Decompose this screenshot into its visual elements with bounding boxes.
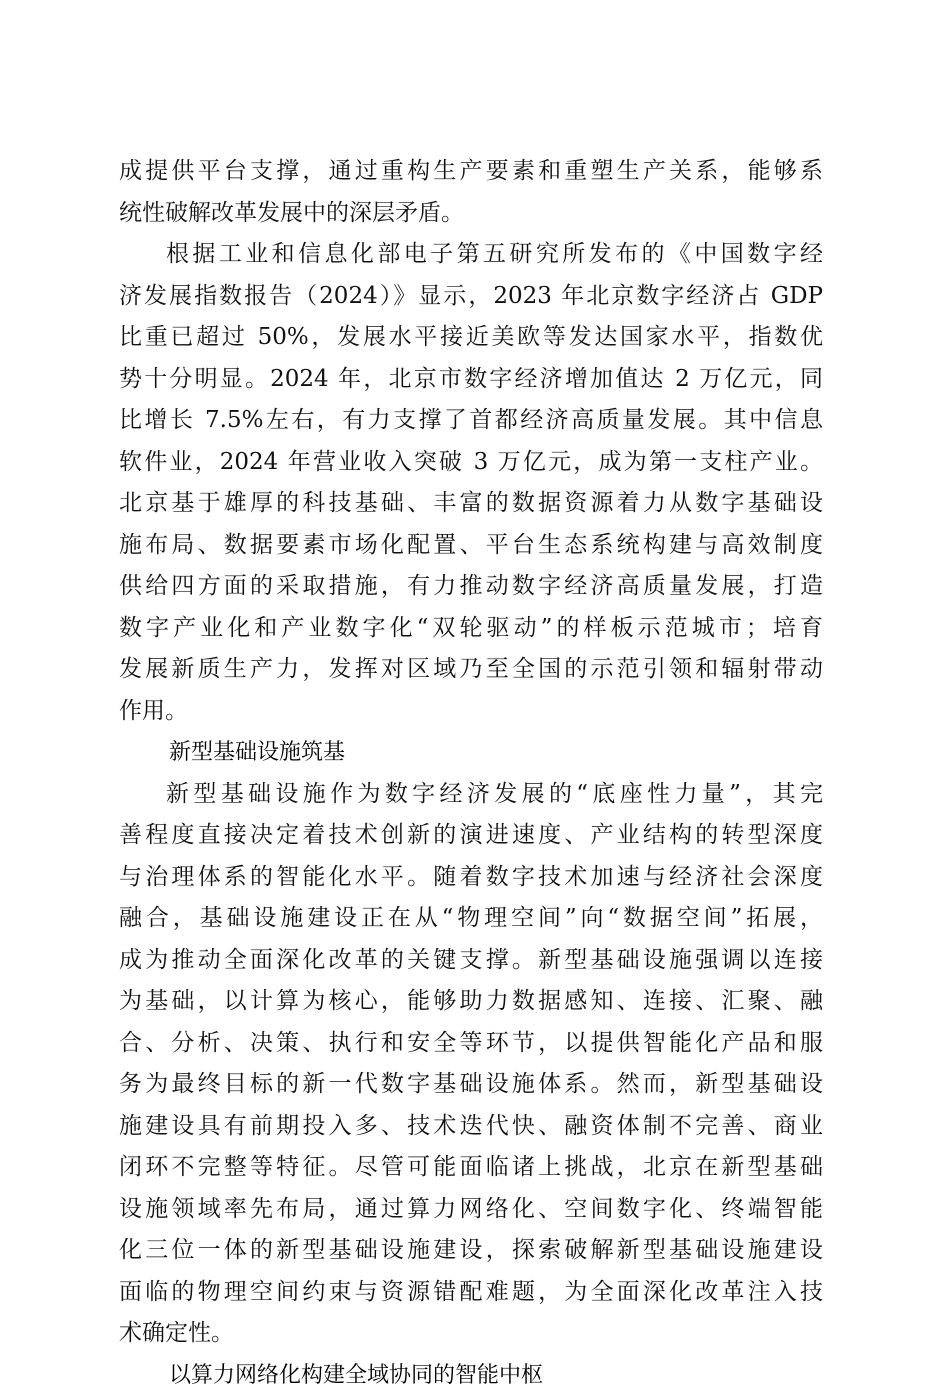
text-line: 发展新质生产力，发挥对区域乃至全国的示范引领和辐射带动 [119,649,823,691]
text-line: 成提供平台支撑，通过重构生产要素和重塑生产关系，能够系 [119,151,823,193]
text-line: 务为最终目标的新一代数字基础设施体系。然而，新型基础设 [119,1064,823,1106]
text-line: 善程度直接决定着技术创新的演进速度、产业结构的转型深度 [119,815,823,857]
text-line: 设施领域率先布局，通过算力网络化、空间数字化、终端智能 [119,1189,823,1231]
text-line: 施建设具有前期投入多、技术迭代快、融资体制不完善、商业 [119,1106,823,1148]
text-line: 济发展指数报告（2024）》显示，2023 年北京数字经济占 GDP [119,276,823,318]
text-line: 新型基础设施作为数字经济发展的“底座性力量”，其完 [119,774,823,816]
text-line: 软件业，2024 年营业收入突破 3 万亿元，成为第一支柱产业。 [119,442,823,484]
text-line: 化三位一体的新型基础设施建设，探索破解新型基础设施建设 [119,1230,823,1272]
text-line: 施布局、数据要素市场化配置、平台生态系统构建与高效制度 [119,525,823,567]
article-body [119,151,823,1396]
text-line: 供给四方面的采取措施，有力推动数字经济高质量发展，打造 [119,566,823,608]
paragraph-beijing-digital-economy [119,234,823,732]
text-line: 成为推动全面深化改革的关键支撑。新型基础设施强调以连接 [119,940,823,982]
text-line: 根据工业和信息化部电子第五研究所发布的《中国数字经 [119,234,823,276]
text-line: 面临的物理空间约束与资源错配难题，为全面深化改革注入技 [119,1272,823,1314]
text-line: 数字产业化和产业数字化“双轮驱动”的样板示范城市；培育 [119,608,823,650]
text-line: 比增长 7.5%左右，有力支撑了首都经济高质量发展。其中信息 [119,400,823,442]
text-line: 为基础，以计算为核心，能够助力数据感知、连接、汇聚、融 [119,981,823,1023]
text-line: 作用。 [119,691,823,733]
text-line: 北京基于雄厚的科技基础、丰富的数据资源着力从数字基础设 [119,483,823,525]
paragraph-intro-continuation [119,151,823,234]
section-heading: 新型基础设施筑基 [119,732,823,774]
subsection-heading: 以算力网络化构建全域协同的智能中枢 [119,1355,823,1396]
text-line: 闭环不完整等特征。尽管可能面临诸上挑战，北京在新型基础 [119,1147,823,1189]
text-line: 术确定性。 [119,1313,823,1355]
paragraph-new-infrastructure [119,774,823,1355]
text-line: 合、分析、决策、执行和安全等环节，以提供智能化产品和服 [119,1023,823,1065]
text-line: 势十分明显。2024 年，北京市数字经济增加值达 2 万亿元，同 [119,359,823,401]
text-line: 统性破解改革发展中的深层矛盾。 [119,193,823,235]
text-line: 比重已超过 50%，发展水平接近美欧等发达国家水平，指数优 [119,317,823,359]
text-line: 与治理体系的智能化水平。随着数字技术加速与经济社会深度 [119,857,823,899]
text-line: 融合，基础设施建设正在从“物理空间”向“数据空间”拓展， [119,898,823,940]
